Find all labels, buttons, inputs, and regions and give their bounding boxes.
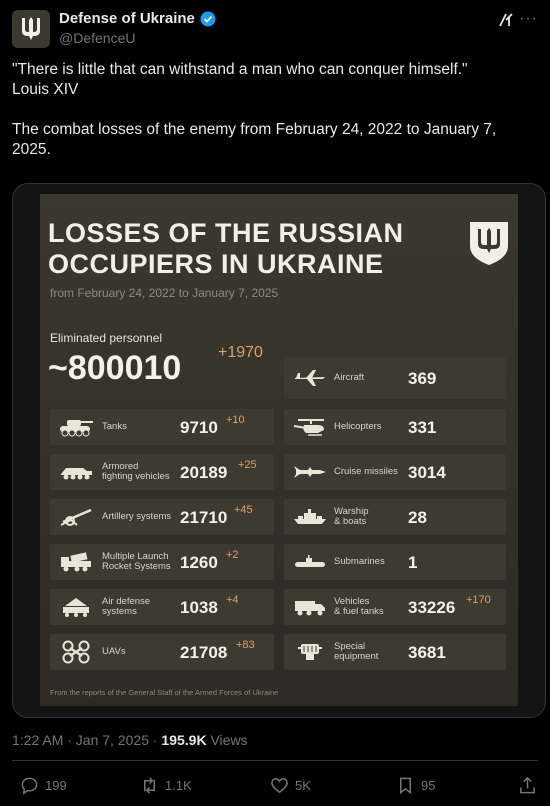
repost-count: 1.1K [165,778,192,793]
losses-infographic [40,194,518,706]
missile-icon [290,458,330,486]
personnel-label: Eliminated personnel [50,331,163,345]
armored-vehicle-icon [56,458,96,486]
tank-icon [56,413,96,441]
media-card[interactable] [12,183,546,718]
special-equipment-icon [290,638,330,666]
aircraft-icon [290,364,330,392]
warship-icon [290,503,330,531]
like-count: 5K [295,778,311,793]
stat-delta: +170 [466,594,491,606]
stat-helicopters [284,409,506,445]
stat-delta: +2 [226,549,239,561]
stat-air-defense [50,589,274,625]
personnel-delta: +1970 [218,344,263,361]
submarine-icon [290,548,330,576]
stat-delta: +10 [226,414,245,426]
personnel-value: ~800010 [48,349,182,387]
tweet-header [12,10,538,50]
stat-special-equipment [284,634,506,670]
trident-logo-icon [20,17,42,41]
grok-icon[interactable] [498,12,514,33]
stat-value: 21708 [180,643,228,662]
stat-value: 331 [408,418,437,437]
repost-button[interactable] [140,776,192,795]
stat-value: 3014 [408,463,446,482]
views-count: 195.9K [161,732,207,748]
reply-count: 199 [45,778,67,793]
truck-icon [290,593,330,621]
avatar[interactable] [12,10,50,48]
stat-label: Cruise missiles [334,466,398,477]
stat-label: Aircraft [334,372,365,383]
stat-label: Tanks [102,421,127,432]
rocket-launcher-icon [56,548,96,576]
stat-value: 33226 [408,598,456,617]
stat-uavs [50,634,274,670]
share-button[interactable] [518,776,537,795]
stat-value: 1260 [180,553,218,572]
infographic-title: LOSSES OF THE RUSSIAN OCCUPIERS IN UKRAINE [48,218,404,279]
stat-label: Artillery systems [102,511,172,522]
author-handle[interactable]: @DefenceU [59,30,136,46]
author-name[interactable]: Defense of Ukraine [59,10,195,27]
stat-label: Warship & boats [334,506,369,527]
stat-label: Vehicles & fuel tanks [334,596,384,617]
stat-value: 1038 [180,598,218,617]
stat-value: 28 [408,508,427,527]
stat-label: UAVs [102,646,126,657]
bookmark-button[interactable] [396,776,435,795]
air-defense-icon [56,593,96,621]
tweet-actions [20,776,540,798]
stat-value: 369 [408,369,437,388]
tweet-quote: "There is little that can withstand a man who can conquer himself." [12,61,468,78]
stat-delta: +45 [234,504,253,516]
tweet-quote-author: Louis XIV [12,81,79,98]
stat-delta: +4 [226,594,239,606]
stat-tanks [50,409,274,445]
stat-aircraft [284,357,506,399]
tweet-text [12,60,538,160]
stat-armored-vehicles [50,454,274,490]
stat-artillery [50,499,274,535]
stat-label: Submarines [334,556,385,567]
bookmark-icon [396,776,415,795]
stat-label: Helicopters [334,421,382,432]
stat-value: 9710 [180,418,218,437]
tweet-timestamp[interactable]: 1:22 AM · Jan 7, 2025 · [12,732,162,748]
stat-cruise-missiles [284,454,506,490]
views-label: Views [206,732,248,748]
artillery-icon [56,503,96,531]
stat-delta: +83 [236,639,255,651]
stat-submarines [284,544,506,580]
infographic-footnote: From the reports of the General Staff of the Armed Forces of Ukraine [50,688,279,697]
stat-label: Special equipment [334,641,379,662]
share-icon [518,776,537,795]
drone-icon [56,638,96,666]
repost-icon [140,776,159,795]
stat-value: 21710 [180,508,228,527]
reply-button[interactable] [20,776,67,795]
tweet-meta [12,732,248,748]
stat-delta: +25 [238,459,257,471]
heart-icon [270,776,289,795]
infographic-subtitle: from February 24, 2022 to January 7, 2025 [50,286,279,300]
divider [12,760,538,761]
stat-label: Armored fighting vehicles [102,461,170,482]
stat-vehicles [284,589,506,625]
stat-warships [284,499,506,535]
more-options-icon[interactable]: ··· [519,10,538,27]
helicopter-icon [290,413,330,441]
stat-label: Multiple Launch Rocket Systems [102,551,171,572]
verified-badge-icon [200,11,216,27]
stat-mlrs [50,544,274,580]
like-button[interactable] [270,776,311,795]
tweet-body: The combat losses of the enemy from February 24, 2022 to January 7, 2025. [12,121,497,158]
stat-value: 20189 [180,463,228,482]
reply-icon [20,776,39,795]
stat-value: 1 [408,553,418,572]
bookmark-count: 95 [421,778,436,793]
stat-label: Air defense systems [102,596,151,617]
stat-value: 3681 [408,643,446,662]
mod-emblem-icon [468,220,510,266]
author-name-row[interactable] [59,10,216,27]
